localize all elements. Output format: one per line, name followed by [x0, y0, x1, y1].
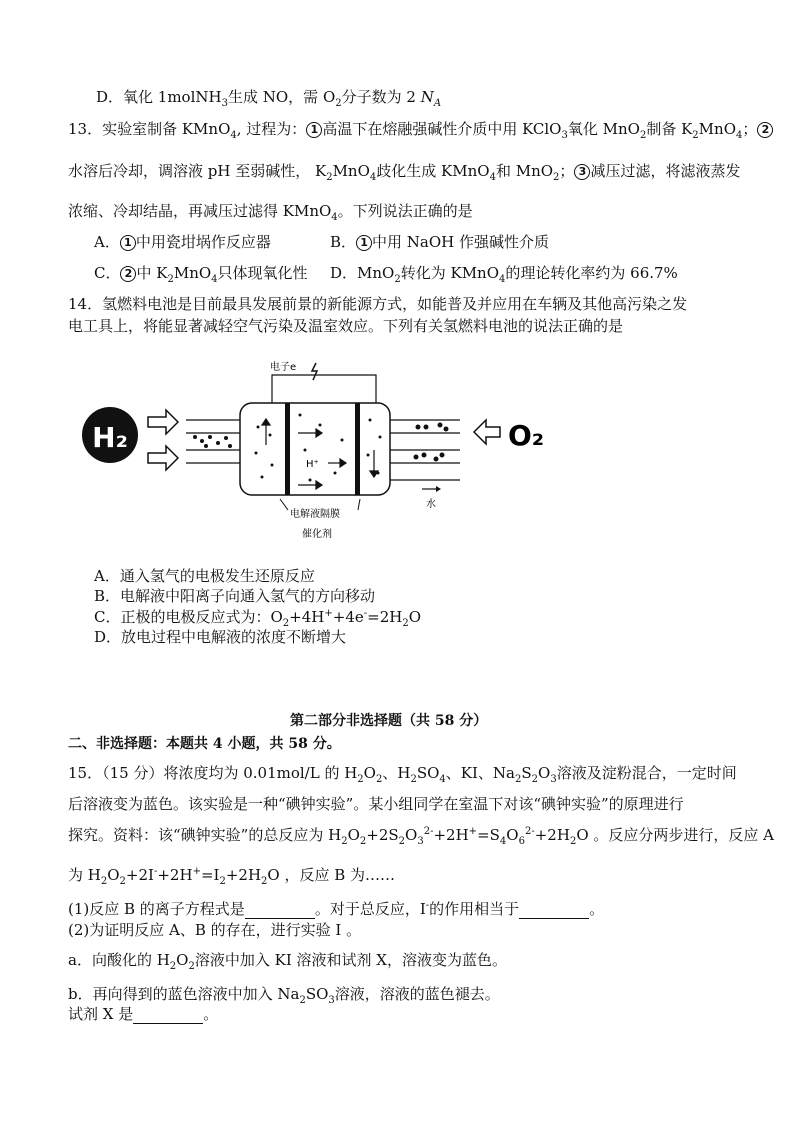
external-circuit — [272, 375, 376, 403]
lightning-icon — [312, 363, 317, 380]
q13-option-c: C． 2 中 $K_2MnO_4$只体现氧化性 — [94, 264, 308, 285]
h2-label: H₂ — [92, 421, 128, 454]
circled-number-1: 1 — [306, 122, 322, 138]
anode-plate — [285, 403, 290, 495]
q13-stem-line3: 浓缩、冷却结晶，再减压过滤得 KMnO$_4$。下列说法正确的是 — [68, 202, 473, 223]
q13-stem-line1: 13．实验室制备 KMnO$_4$, 过程为： 1 高温下在熔融强碱性介质中用 KClO$_3$氧化 MnO$_2$制备 $K_2MnO_4$； 2 — [68, 118, 773, 139]
h2-molecules — [193, 435, 232, 448]
o2-molecules — [414, 423, 449, 462]
q15-line3: 探究。资料：该“碘钟实验”的总反应为 $H_2O_2+2S_2O_3^{2-}+2H^+=S_4O_6^{2-}+2H_2O$ 。反应分两步进行，反应 A — [68, 826, 774, 847]
hplus-label: H⁺ — [306, 459, 319, 470]
q14-option-b: B．电解液中阳离子向通入氢气的方向移动 — [94, 587, 376, 605]
q13-option-a: A． 1 中用瓷坩埚作反应器 — [94, 233, 271, 251]
q13-option-b: B． 1 中用 NaOH 作强碱性介质 — [330, 233, 550, 251]
answer-blank-3[interactable] — [133, 1005, 203, 1024]
q15-step-a: a．向酸化的 $H_2O_2$溶液中加入 KI 溶液和试剂 X，溶液变为蓝色。 — [68, 951, 507, 972]
electron-label: 电子e — [270, 362, 297, 373]
answer-blank-1[interactable] — [245, 900, 315, 919]
q15-sub1: (1)反应 B 的离子方程式是 。对于总反应，I-的作用相当于 。 — [68, 900, 605, 918]
q15-step-b: b．再向得到的蓝色溶液中加入 $Na_2SO_3$溶液，溶液的蓝色褪去。 — [68, 985, 500, 1006]
q13-stem-line2: 水溶后冷却，调溶液 pH 至弱碱性， $K_2MnO_4$歧化生成 KMnO$_4$和 MnO$_2$； 3 减压过滤，将滤液蒸发 — [68, 162, 741, 183]
water-label: 水 — [426, 499, 436, 510]
q14-option-c: C．正极的电极反应式为：$O_2+4H^++4e^-=2H_2O$ — [94, 608, 422, 629]
h2-arrow-bottom-icon — [148, 446, 178, 470]
q14-stem-line2: 电工具上，将能显著减轻空气污染及温室效应。下列有关氢燃料电池的说法正确的是 — [68, 317, 624, 335]
q15-sub2: (2)为证明反应 A、B 的存在，进行实验 I 。 — [68, 921, 362, 939]
fuel-cell-diagram — [80, 355, 560, 545]
q14-stem-line1: 14．氢燃料电池是目前最具发展前景的新能源方式，如能普及并应用在车辆及其他高污染之发 — [68, 295, 688, 313]
o2-label: O₂ — [508, 419, 545, 452]
cell-body — [240, 403, 390, 495]
q14-option-d: D．放电过程中电解液的浓度不断增大 — [94, 628, 347, 646]
part2-subtitle: 二、非选择题：本题共 4 小题，共 58 分。 — [68, 736, 341, 752]
circled-number-3: 3 — [574, 164, 590, 180]
q15-line1: 15．（15 分）将浓度均为 0.01mol/L 的 $H_2O_2$、$H_2SO_4$、KI、$Na_2S_2O_3$溶液及淀粉混合，一定时间 — [68, 764, 737, 785]
q15-reagent-x: 试剂 X 是 。 — [68, 1005, 219, 1023]
q15-line4: 为 $H_2O_2+2I^-+2H^+=I_2+2H_2O$ ，反应 B 为…… — [68, 866, 396, 887]
q12-option-d: D．氧化 1molNH$_3$生成 NO，需 $O_2$分子数为 2 $N_A$ — [96, 88, 442, 109]
q14-option-a: A．通入氢气的电极发生还原反应 — [94, 567, 315, 585]
q13-option-d: D．MnO$_2$转化为 KMnO$_4$的理论转化率约为 66.7% — [330, 264, 678, 285]
catalyst-label: 催化剂 — [302, 529, 332, 540]
part2-title: 第二部分非选择题（共 58 分） — [290, 713, 488, 729]
h2-arrow-top-icon — [148, 410, 178, 434]
electrolyte-particles — [255, 414, 382, 482]
q15-line2: 后溶液变为蓝色。该实验是一种“碘钟实验”。某小组同学在室温下对该“碘钟实验”的原理进行 — [68, 795, 684, 813]
answer-blank-2[interactable] — [519, 900, 589, 919]
o2-arrow-icon — [474, 420, 500, 444]
membrane-label: 电解液隔膜 — [290, 509, 340, 520]
cathode-plate — [355, 403, 360, 495]
circled-number-2: 2 — [757, 122, 773, 138]
